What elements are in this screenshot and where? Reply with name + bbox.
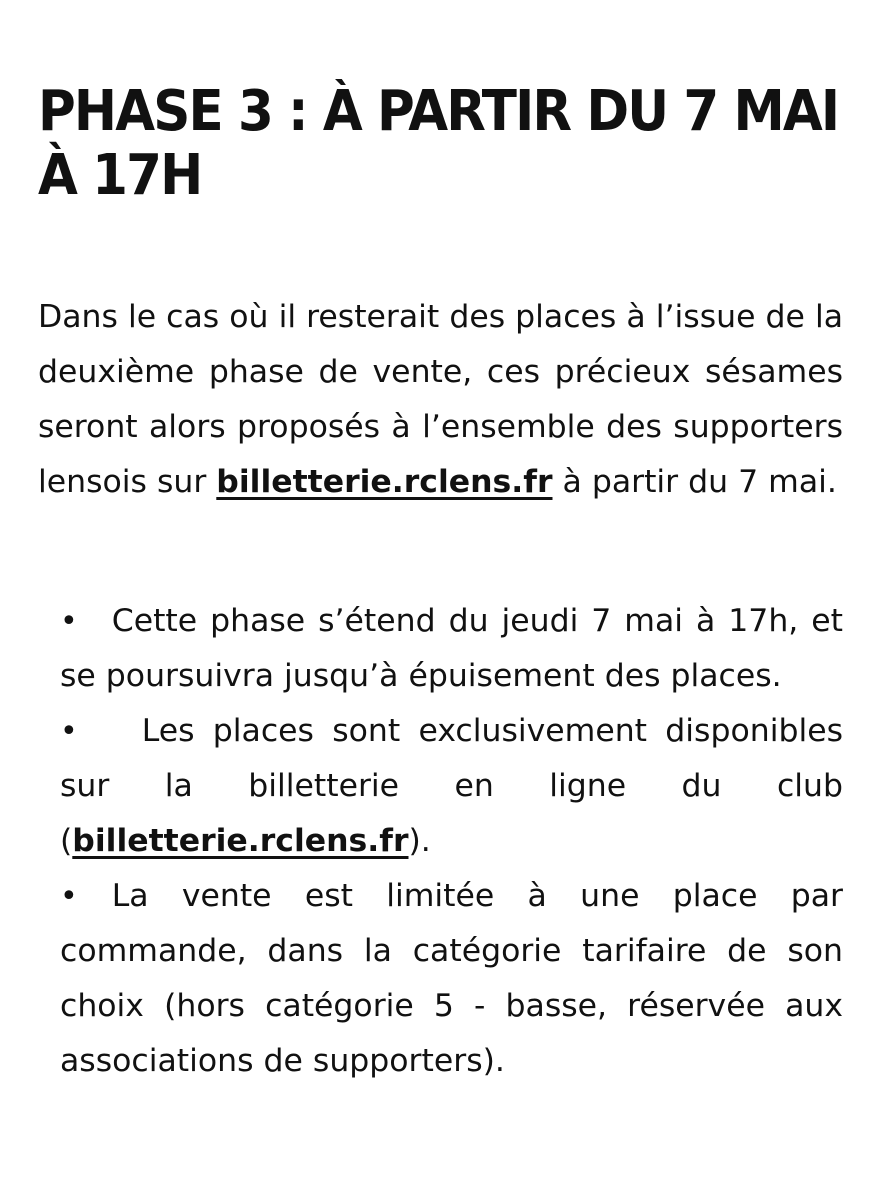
bullet-marker: •	[60, 604, 78, 639]
intro-text-end: à partir du 7 mai.	[552, 464, 837, 500]
list-item	[60, 869, 843, 1089]
list-item	[60, 704, 843, 869]
bullet-marker: •	[60, 714, 78, 749]
bullet-text-end: ).	[408, 823, 431, 859]
page-title: PHASE 3 : À PARTIR DU 7 MAI À 17H	[38, 79, 839, 208]
billetterie-link[interactable]: billetterie.rclens.fr	[216, 464, 553, 500]
list-item	[60, 594, 843, 704]
bullet-text: Les places sont exclusivement disponibles sur la billetterie en ligne du club (	[60, 713, 843, 859]
article	[38, 80, 843, 1089]
bullet-text: La vente est limitée à une place par commande, dans la catégorie tarifaire de son choix (hors catégorie 5 - basse, réservée aux associations de supporters).	[60, 878, 843, 1079]
intro-text: Dans le cas où il resterait des places à l’issue de la deuxième phase de vente, ces précieux sésames seront alors proposés à l’ensemble des supporters lensois sur	[38, 299, 843, 500]
intro-paragraph	[38, 290, 843, 510]
bullet-list	[38, 594, 843, 1089]
bullet-marker: •	[60, 879, 78, 914]
billetterie-link[interactable]: billetterie.rclens.fr	[72, 823, 409, 859]
bullet-text: Cette phase s’étend du jeudi 7 mai à 17h, et se poursuivra jusqu’à épuisement des places.	[60, 603, 843, 694]
